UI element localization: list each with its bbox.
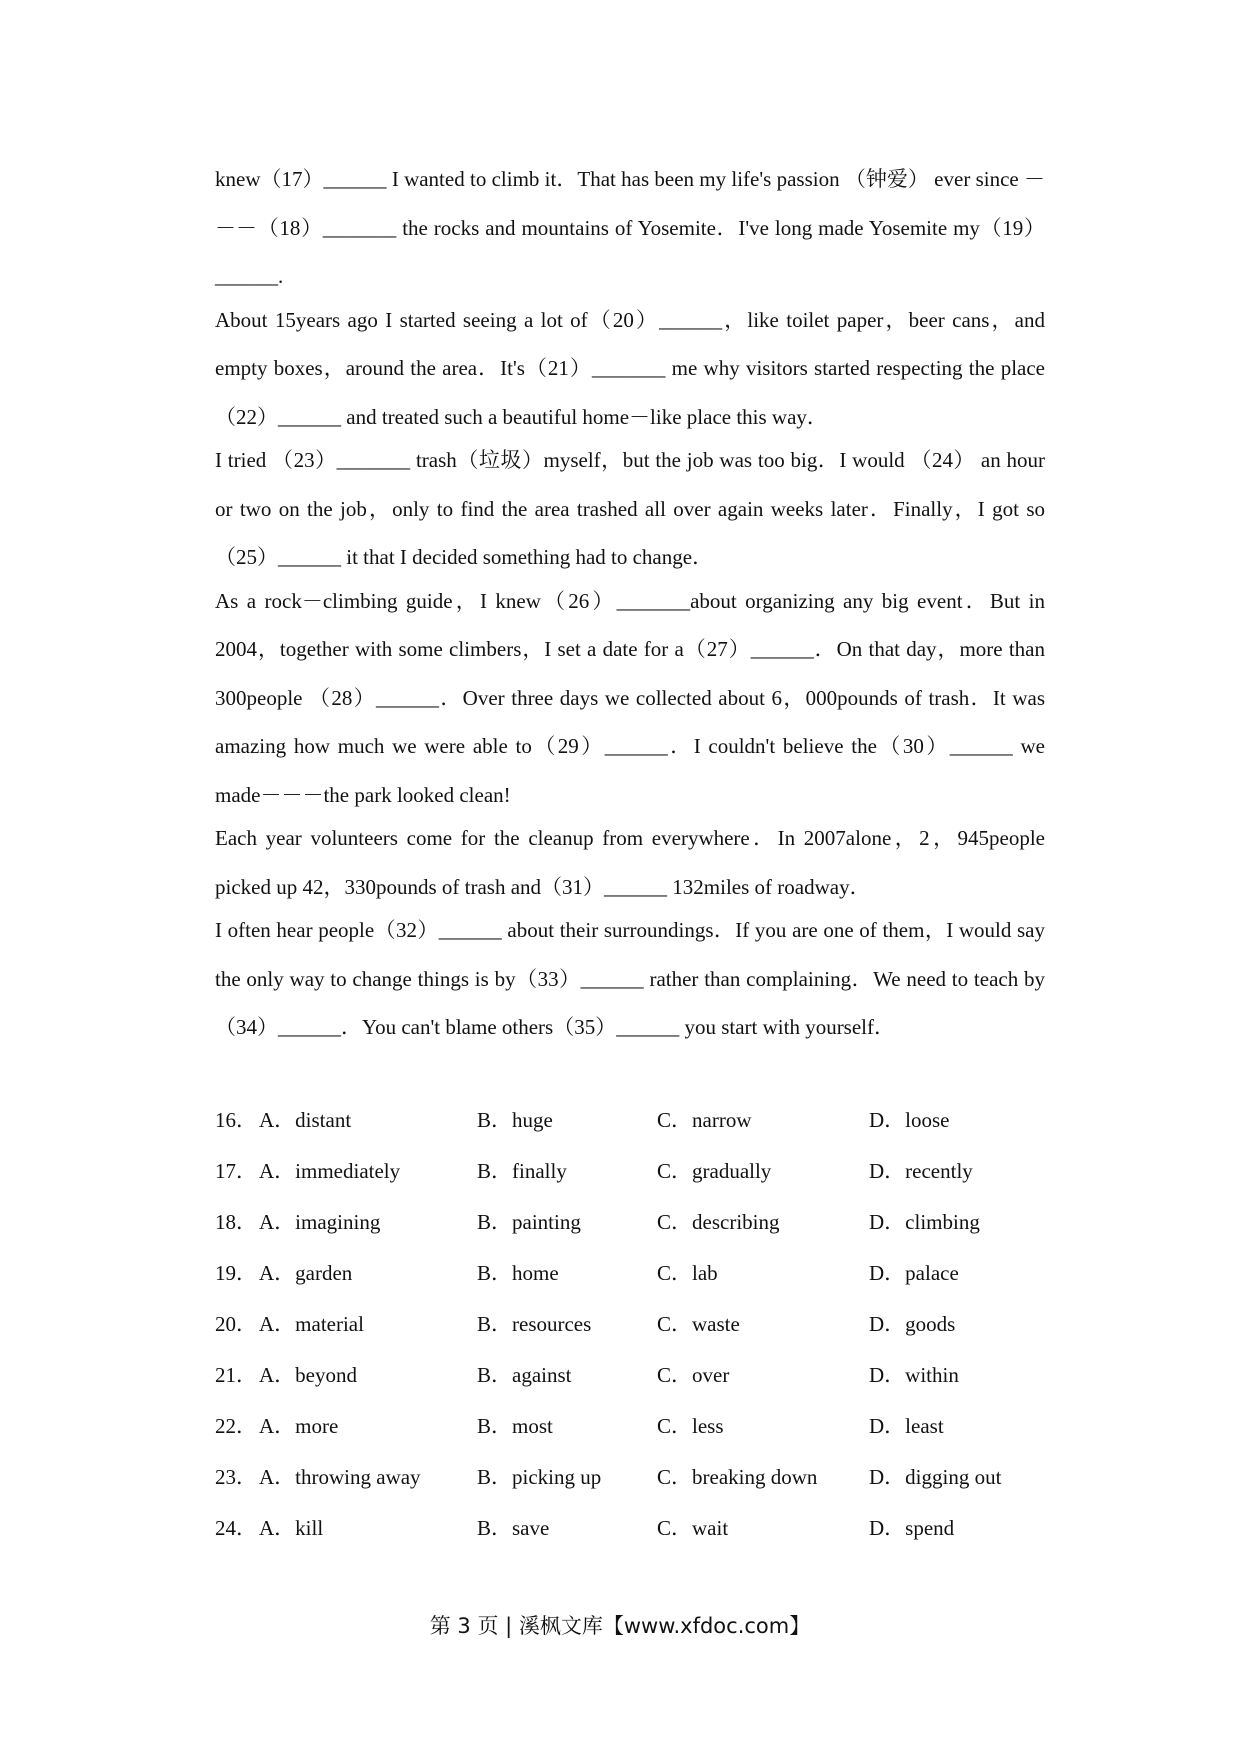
option-a: A．imagining bbox=[259, 1210, 381, 1234]
option-d: D．recently bbox=[869, 1159, 973, 1183]
question-row bbox=[215, 1248, 1045, 1299]
question-number: 19． bbox=[215, 1261, 257, 1285]
question-number: 21． bbox=[215, 1363, 257, 1387]
option-b: B．finally bbox=[477, 1159, 567, 1183]
question-number: 18． bbox=[215, 1210, 257, 1234]
page-footer: 第 3 页 | 溪枫文库【www.xfdoc.com】 bbox=[429, 1614, 811, 1638]
option-b: B．resources bbox=[477, 1312, 592, 1336]
question-number: 24． bbox=[215, 1516, 257, 1540]
option-c: C．narrow bbox=[657, 1108, 752, 1132]
option-c: C．over bbox=[657, 1363, 730, 1387]
option-a: A．immediately bbox=[259, 1159, 401, 1183]
option-c: C．describing bbox=[657, 1210, 780, 1234]
question-number: 22． bbox=[215, 1414, 257, 1438]
option-c: C．gradually bbox=[657, 1159, 772, 1183]
option-b: B．save bbox=[477, 1516, 550, 1540]
question-number: 20． bbox=[215, 1312, 257, 1336]
option-b: B．against bbox=[477, 1363, 572, 1387]
option-c: C．breaking down bbox=[657, 1465, 818, 1489]
option-b: B．huge bbox=[477, 1108, 553, 1132]
question-row bbox=[215, 1197, 1045, 1248]
option-d: D．climbing bbox=[869, 1210, 980, 1234]
option-a: A．distant bbox=[259, 1108, 352, 1132]
question-row bbox=[215, 1401, 1045, 1452]
passage-paragraph: Each year volunteers come for the cleanup from everywhere．In 2007alone，2，945people picked up 42，330pounds of trash and（31）______ 132miles of roadway． bbox=[215, 826, 1045, 899]
question-row bbox=[215, 1452, 1045, 1503]
question-row bbox=[215, 1095, 1045, 1146]
option-b: B．painting bbox=[477, 1210, 581, 1234]
option-c: C．wait bbox=[657, 1516, 729, 1540]
passage-paragraph: I tried （23）_______ trash（垃圾）myself，but the job was too big．I would （24） an hour or two on the job，only to find the area trashed all over again weeks later．Finally，I got so（25）______ it that I decided something had to change． bbox=[215, 448, 1045, 569]
option-d: D．goods bbox=[869, 1312, 956, 1336]
option-d: D．least bbox=[869, 1414, 944, 1438]
option-c: C．lab bbox=[657, 1261, 718, 1285]
passage-paragraph: As a rock－climbing guide，I knew（26）_______about organizing any big event．But in 2004，together with some climbers，I set a date for a（27）______．On that day，more than 300people （28）______．Over three days we collected about 6，000pounds of trash．It was amazing how much we were able to（29）______．I couldn't believe the（30）______ we made－－－the park looked clean! bbox=[215, 588, 1045, 807]
passage-paragraph: I often hear people（32）______ about their surroundings．If you are one of them，I would say the only way to change things is by（33）______ rather than complaining．We need to teach by （34）______．You can't blame others（35）______ you start with yourself． bbox=[215, 918, 1045, 1039]
option-b: B．most bbox=[477, 1414, 553, 1438]
option-d: D．spend bbox=[869, 1516, 955, 1540]
option-b: B．picking up bbox=[477, 1465, 602, 1489]
option-a: A．more bbox=[259, 1414, 339, 1438]
question-row bbox=[215, 1146, 1045, 1197]
option-b: B．home bbox=[477, 1261, 559, 1285]
question-row bbox=[215, 1350, 1045, 1401]
option-a: A．throwing away bbox=[259, 1465, 421, 1489]
question-number: 16． bbox=[215, 1108, 257, 1132]
question-row bbox=[215, 1503, 1045, 1554]
option-a: A．beyond bbox=[259, 1363, 357, 1387]
option-a: A．garden bbox=[259, 1261, 353, 1285]
passage bbox=[215, 155, 1045, 1052]
option-d: D．palace bbox=[869, 1261, 959, 1285]
option-c: C．less bbox=[657, 1414, 724, 1438]
question-row bbox=[215, 1299, 1045, 1350]
option-d: D．loose bbox=[869, 1108, 950, 1132]
option-a: A．material bbox=[259, 1312, 364, 1336]
passage-paragraph: knew（17）______ I wanted to climb it．That has been my life's passion （钟爱） ever since －－－（18）_______ the rocks and mountains of Yosemite．I've long made Yosemite my（19）______. bbox=[215, 167, 1045, 288]
option-c: C．waste bbox=[657, 1312, 740, 1336]
option-a: A．kill bbox=[259, 1516, 324, 1540]
passage-paragraph: About 15years ago I started seeing a lot of（20）______，like toilet paper，beer cans，and empty boxes，around the area．It's（21）_______ me why visitors started respecting the place（22）______ and treated such a beautiful home－like place this way． bbox=[215, 307, 1045, 429]
option-d: D．within bbox=[869, 1363, 959, 1387]
question-options bbox=[215, 1095, 1045, 1554]
question-number: 17． bbox=[215, 1159, 257, 1183]
option-d: D．digging out bbox=[869, 1465, 1002, 1489]
question-number: 23． bbox=[215, 1465, 257, 1489]
